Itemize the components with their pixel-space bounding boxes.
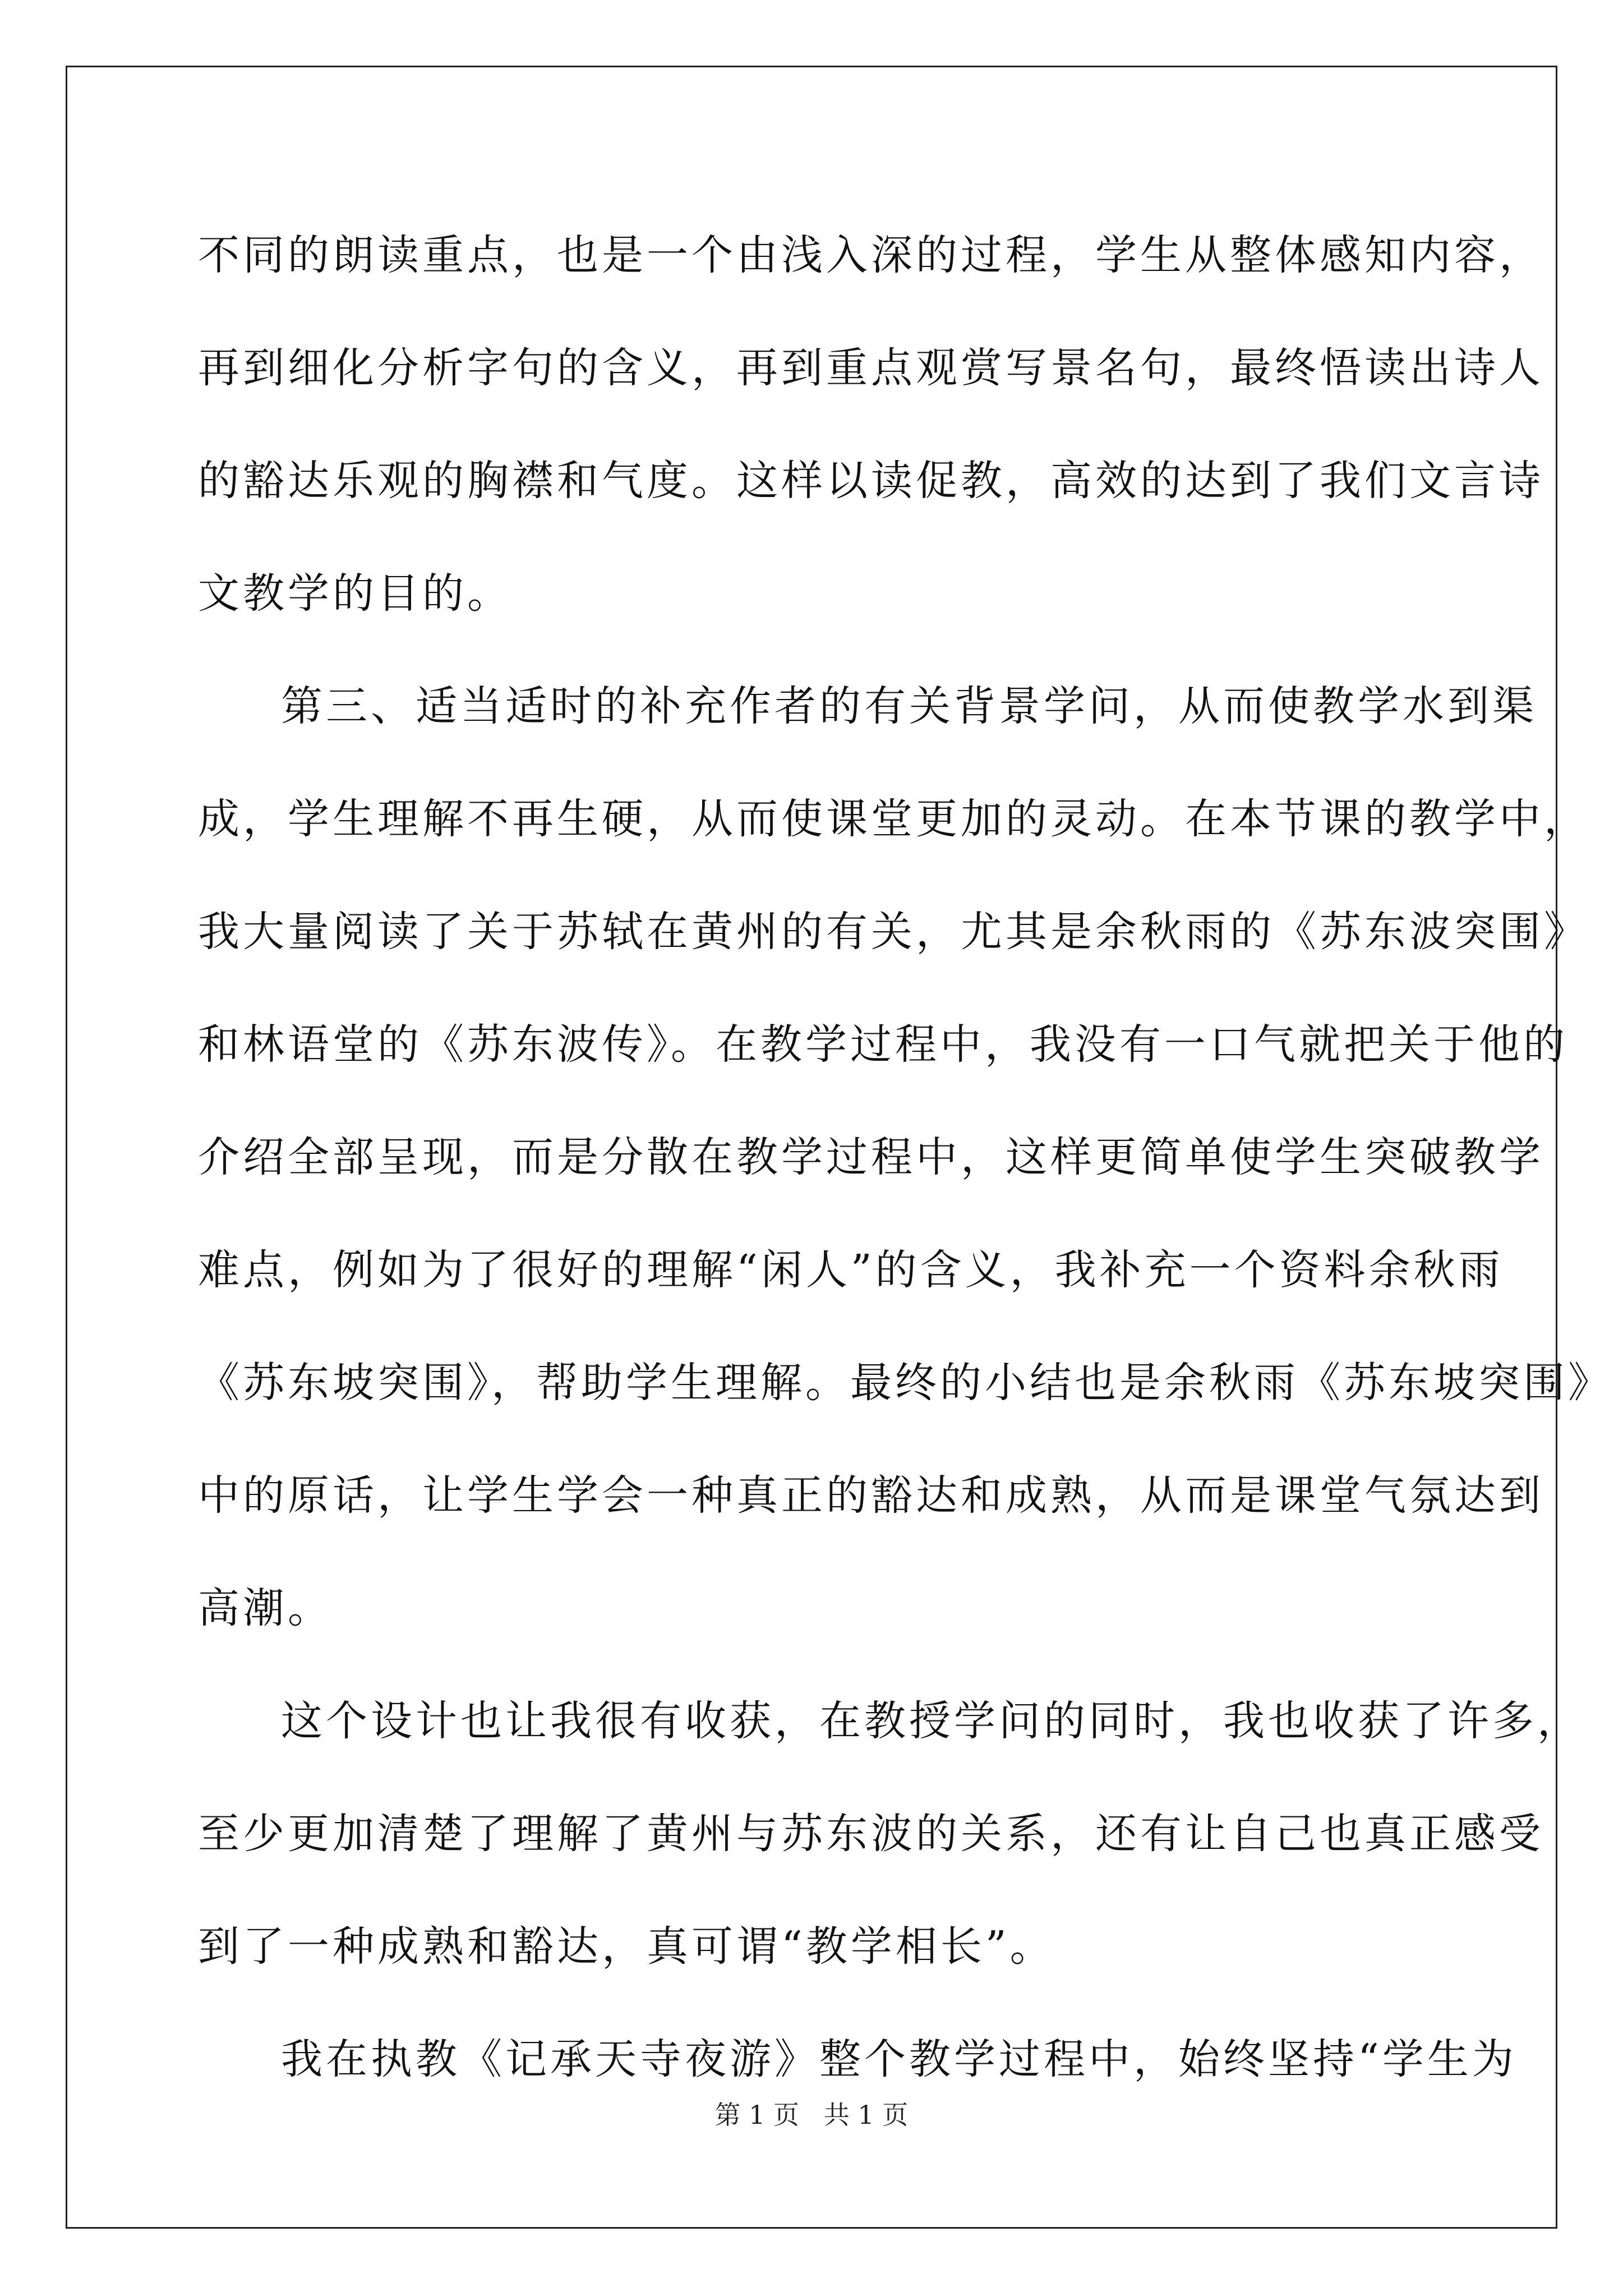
paragraph-start-line-17: 我在执教《记承天寺夜游》整个教学过程中，始终坚持“学生为 [281,2035,1517,2083]
text-line-7: 我大量阅读了关于苏轼在黄州的有关，尤其是余秋雨的《苏东波突围》 [198,908,1589,956]
text-line-16: 到了一种成熟和豁达，真可谓“教学相长”。 [198,1922,1055,1971]
text-line-2: 再到细化分析字句的含义，再到重点观赏写景名句，最终悟读出诗人 [198,344,1544,392]
text-line-4: 文教学的目的。 [198,569,512,618]
text-line-1: 不同的朗读重点，也是一个由浅入深的过程，学生从整体感知内容， [198,231,1544,279]
text-line-12: 中的原话，让学生学会一种真正的豁达和成熟，从而是课堂气氛达到 [198,1471,1544,1520]
paragraph-start-line-5: 第三、适当适时的补充作者的有关背景学问，从而使教学水到渠 [281,682,1537,730]
text-line-15: 至少更加清楚了理解了黄州与苏东波的关系，还有让自己也真正感受 [198,1810,1544,1858]
page-number-footer: 第 1 页 共 1 页 [714,2100,909,2130]
text-line-8: 和林语堂的《苏东波传》。在教学过程中，我没有一口气就把关于他的 [198,1020,1568,1069]
text-line-3: 的豁达乐观的胸襟和气度。这样以读促教，高效的达到了我们文言诗 [198,457,1544,505]
text-line-9: 介绍全部呈现，而是分散在教学过程中，这样更简单使学生突破教学 [198,1133,1544,1181]
document-body [198,199,1613,2116]
paragraph-start-line-14: 这个设计也让我很有收获，在教授学问的同时，我也收获了许多， [281,1697,1582,1745]
text-line-10: 难点，例如为了很好的理解“闲人”的含义，我补充一个资料余秋雨 [198,1246,1504,1294]
text-line-13: 高潮。 [198,1584,333,1632]
text-line-11: 《苏东坡突围》，帮助学生理解。最终的小结也是余秋雨《苏东坡突围》 [198,1359,1613,1407]
text-line-6: 成，学生理解不再生硬，从而使课堂更加的灵动。在本节课的教学中， [198,795,1589,843]
